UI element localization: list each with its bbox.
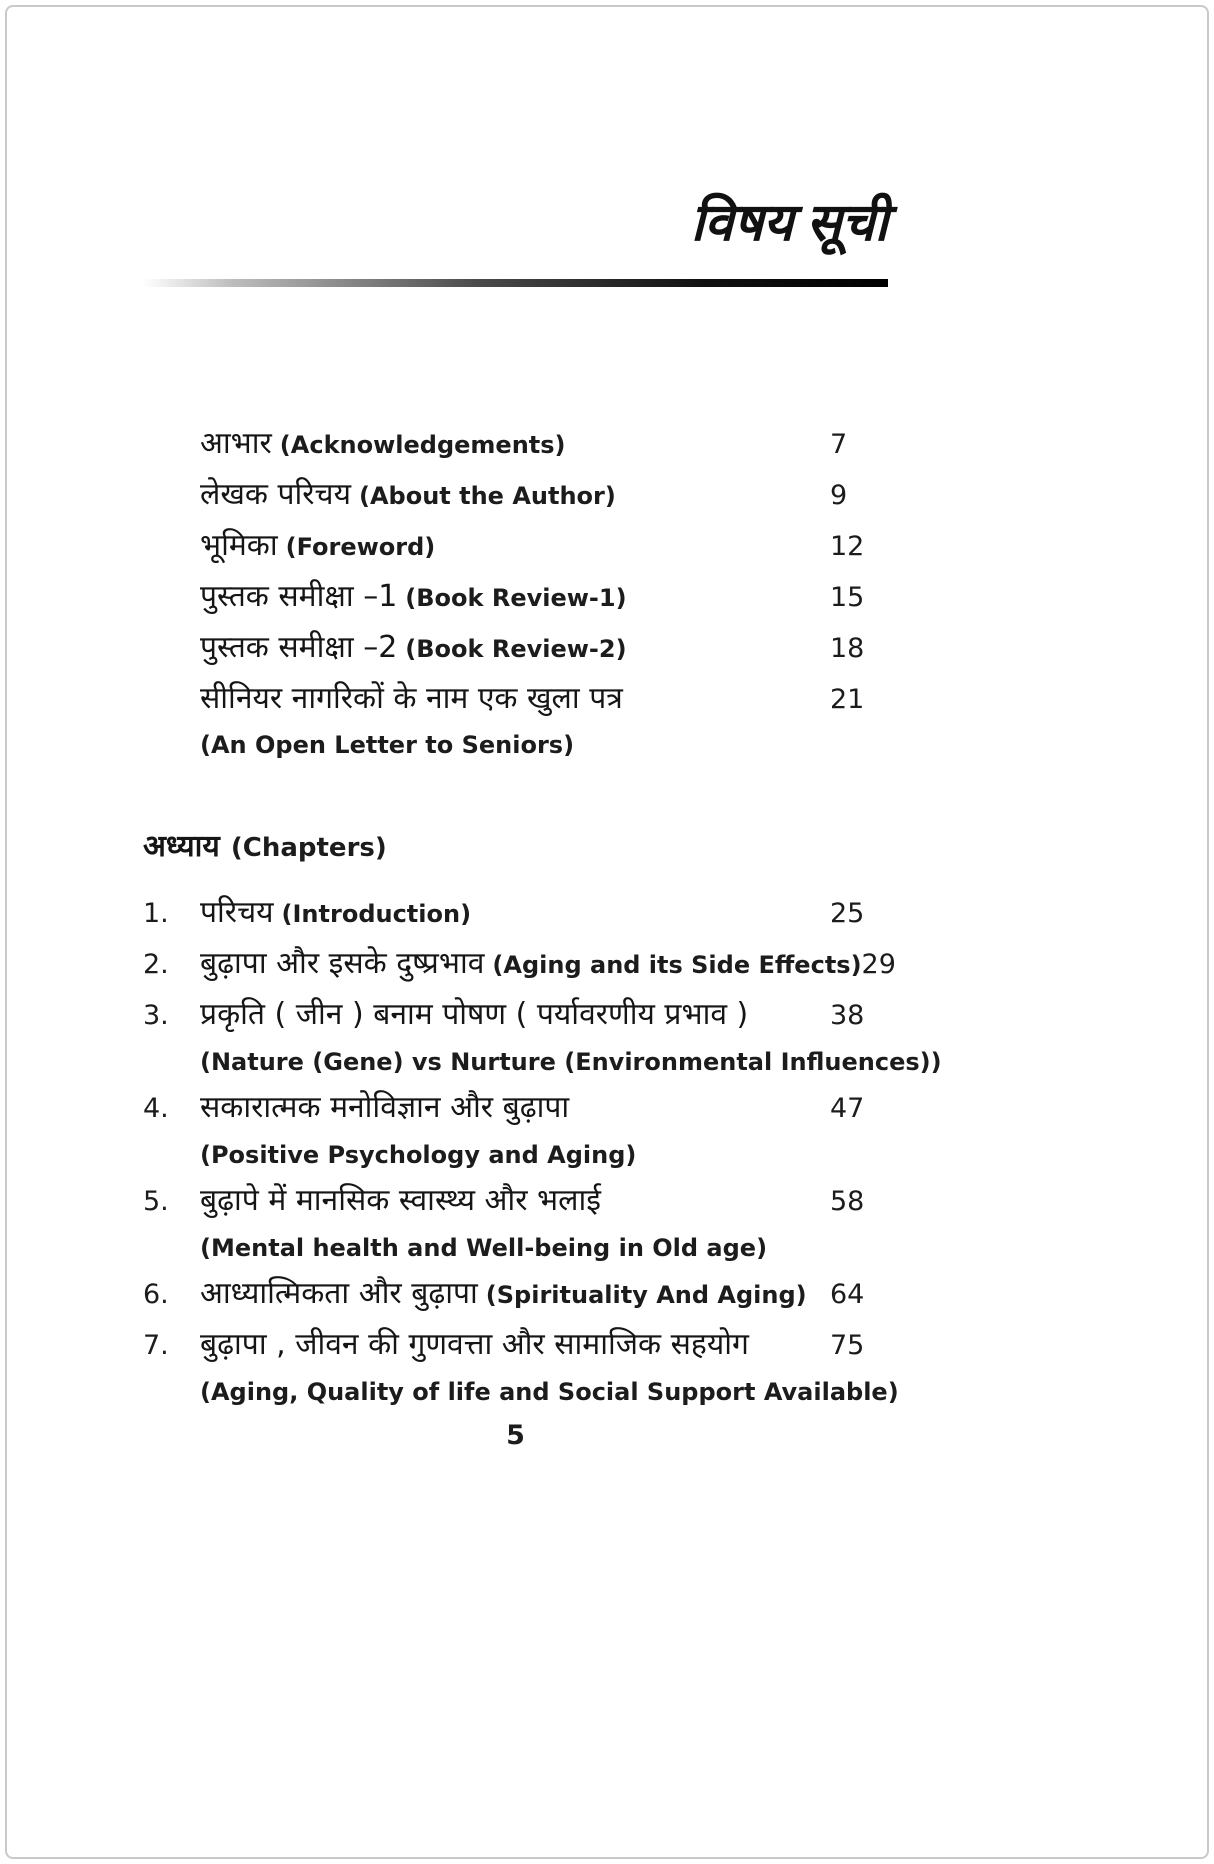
front-matter-row [200,572,888,623]
entry-page-number: 12 [830,531,865,563]
chapter-list [143,888,942,1413]
chapter-row [143,939,896,990]
entry-title-hindi: सीनियर नागरिकों के नाम एक खुला पत्र [200,681,623,717]
entry-title-english: (Book Review-1) [405,584,627,613]
entry-title-hindi: पुस्तक समीक्षा –1 [200,579,398,615]
entry-title-english: (Acknowledgements) [279,431,566,460]
chapter-number: 2. [143,949,169,981]
entry-page-number: 15 [830,582,865,614]
chapter-number: 1. [143,898,169,930]
entry-title-hindi: आभार [200,426,272,462]
chapter-title-hindi: बुढ़ापा , जीवन की गुणवत्ता और सामाजिक सहयोग [200,1327,749,1363]
chapter-number: 3. [143,1000,169,1032]
front-matter-list [143,419,888,766]
folio-page-number: 5 [506,1420,525,1451]
entry-page-number: 21 [830,684,865,716]
chapter-row [143,1269,888,1320]
chapter-row [143,1176,888,1227]
chapter-row [143,1083,888,1134]
chapter-page-number: 64 [830,1279,865,1311]
chapter-number: 6. [143,1279,169,1311]
front-matter-row [200,674,888,724]
entry-page-number: 9 [830,480,848,512]
chapters-heading-hindi: अध्याय [143,829,220,865]
chapter-page-number: 25 [830,898,865,930]
front-matter-row [200,470,888,521]
chapter-title-hindi: बुढ़ापा और इसके दुष्प्रभाव [200,946,485,982]
entry-title-continuation: (An Open Letter to Seniors) [200,731,575,760]
entry-title-hindi: पुस्तक समीक्षा –2 [200,630,398,666]
chapter-title-continuation: (Aging, Quality of life and Social Support Available) [200,1378,899,1407]
chapter-number: 5. [143,1186,169,1218]
chapter-title-continuation: (Positive Psychology and Aging) [200,1141,637,1170]
entry-title-english: (About the Author) [359,482,616,511]
chapter-title-hindi: आध्यात्मिकता और बुढ़ापा [200,1276,478,1312]
entry-title-hindi: लेखक परिचय [200,477,351,513]
chapter-title-continuation: (Nature (Gene) vs Nurture (Environmental Influences)) [200,1048,942,1077]
front-matter-row [200,521,888,572]
chapter-title-continuation: (Mental health and Well-being in Old age) [200,1234,768,1263]
title-rule-divider [143,279,888,287]
chapter-number: 7. [143,1330,169,1362]
chapter-page-number: 75 [830,1330,865,1362]
toc-page-content [143,0,942,1413]
chapter-title-hindi: परिचय [200,895,274,931]
chapter-row [143,990,888,1041]
entry-title-hindi: भूमिका [200,528,278,564]
chapter-page-number: 58 [830,1186,865,1218]
chapter-row [143,888,888,939]
chapter-number: 4. [143,1093,169,1125]
chapter-page-number: 29 [861,949,896,981]
entry-title-english: (Book Review-2) [405,635,627,664]
chapter-page-number: 47 [830,1093,865,1125]
chapter-title-hindi: सकारात्मक मनोविज्ञान और बुढ़ापा [200,1090,570,1126]
chapter-page-number: 38 [830,1000,865,1032]
entry-page-number: 18 [830,633,865,665]
entry-page-number: 7 [830,429,848,461]
chapter-title-english: (Introduction) [281,900,472,929]
front-matter-row [200,623,888,674]
entry-title-english: (Foreword) [285,533,436,562]
chapter-title-english: (Spirituality And Aging) [485,1281,807,1310]
chapter-row [143,1320,888,1371]
chapters-heading-english: (Chapters) [230,833,387,864]
chapter-title-hindi: बुढ़ापे में मानसिक स्वास्थ्य और भलाई [200,1183,601,1219]
page-title: विषय सूची [690,195,888,252]
chapters-heading [143,822,888,876]
front-matter-row [200,419,888,470]
chapter-title-english: (Aging and its Side Effects) [492,951,862,980]
chapter-title-hindi: प्रकृति ( जीन ) बनाम पोषण ( पर्यावरणीय प्रभाव ) [200,997,749,1033]
